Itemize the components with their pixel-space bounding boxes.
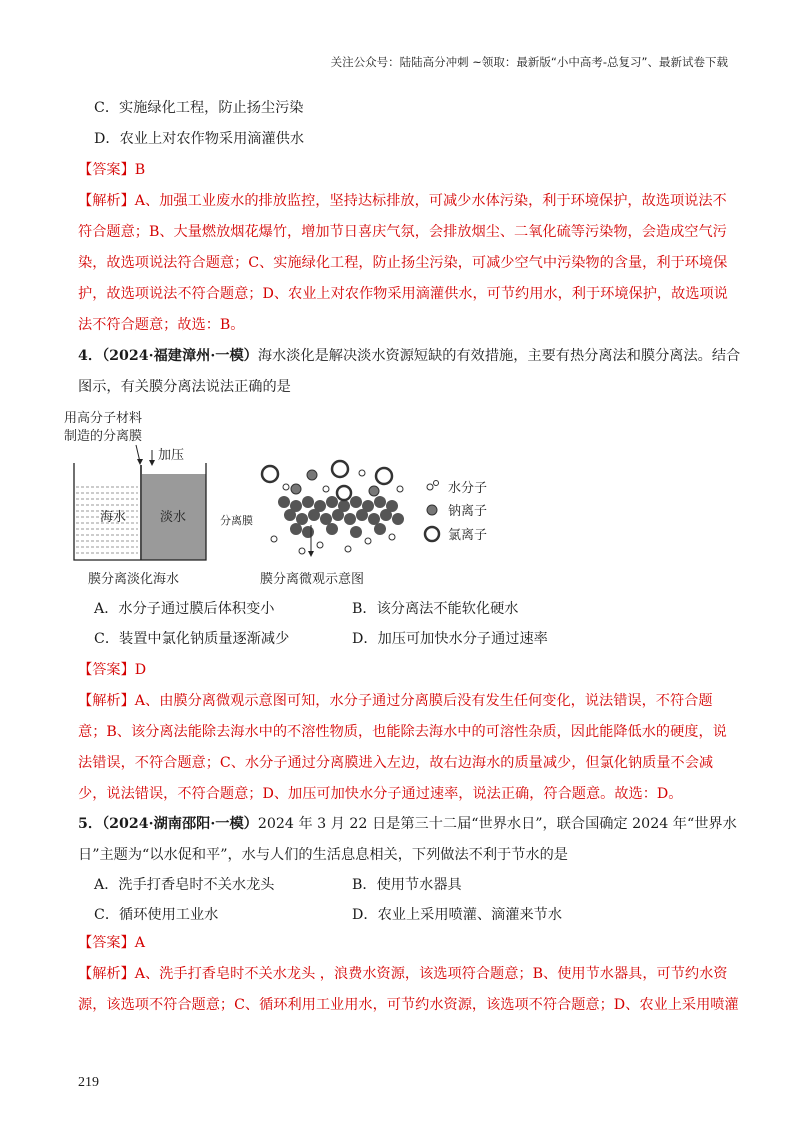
analysis-line: 符合题意；B、大量燃放烟花爆竹，增加节日喜庆气氛，会排放烟尘、二氧化硫等污染物，会造成空气污	[78, 224, 727, 240]
option-c: C．装置中氯化钠质量逐渐减少	[94, 631, 290, 647]
legend-chloride: 氯离子	[448, 528, 488, 543]
option-d: D．农业上对农作物采用滴灌供水	[94, 131, 305, 147]
page-number: 219	[78, 1075, 99, 1090]
answer-value: A	[134, 935, 146, 951]
legend-water: 水分子	[448, 481, 488, 496]
question-source: （2024·湖南邵阳·一模）	[102, 816, 258, 832]
label-pressure: 加压	[158, 448, 185, 463]
question-4-stem: 4．（2024·福建漳州·一模）海水淡化是解决淡水资源短缺的有效措施，主要有热分离法和膜分离法。结合 图示，有关膜分离法说法正确的是	[78, 348, 741, 395]
answer-label: 【答案】	[78, 662, 135, 678]
option-b: B．使用节水器具	[352, 877, 462, 893]
legend-sodium: 钠离子	[448, 504, 488, 519]
answer-label: 【答案】	[78, 162, 135, 178]
analysis-line: 护，故选项说法不符合题意；D、农业上对农作物采用滴灌供水，可节约用水，利于环境保护，故选项说	[78, 286, 728, 302]
question-4-options	[94, 594, 734, 654]
analysis-line: 法不符合题意；故选：B。	[78, 317, 245, 333]
label-material-2: 制造的分离膜	[64, 429, 143, 444]
question-number: 4．	[78, 348, 103, 364]
question-5-options	[94, 870, 734, 930]
option-c: C．循环使用工业水	[94, 907, 219, 923]
flow-arrow-head	[308, 551, 314, 557]
option-b: B．该分离法不能软化硬水	[352, 601, 519, 617]
prev-question	[78, 93, 728, 341]
label-membrane: 分离膜	[220, 514, 253, 527]
analysis-label: 【解析】	[78, 693, 135, 709]
caption-right: 膜分离微观示意图	[260, 572, 365, 585]
option-c: C．实施绿化工程，防止扬尘污染	[94, 100, 304, 116]
option-d: D．农业上采用喷灌、滴灌来节水	[352, 907, 563, 923]
caption-left: 膜分离淡化海水	[88, 572, 180, 585]
label-seawater: 海水	[100, 510, 127, 525]
answer-line	[78, 928, 728, 959]
analysis-label: 【解析】	[78, 966, 135, 982]
legend-sodium-icon	[427, 505, 437, 515]
analysis-line: 法错误，不符合题意；C、水分子通过分离膜进入左边，故右边海水的质量减少，但氯化钠质量不会减	[78, 755, 714, 771]
analysis-line: 少，说法错误，不符合题意；D、加压可加快水分子通过速率，说法正确，符合题意。故选：D。	[78, 786, 683, 802]
legend-water-icon	[427, 481, 439, 491]
analysis-line: 【解析】A、洗手打香皂时不关水龙头 ，浪费水资源，该选项符合题意；B、使用节水器具，可节约水资	[78, 966, 728, 982]
legend	[425, 480, 487, 543]
membrane-pointer-arrow	[137, 459, 143, 465]
question-source: （2024·福建漳州·一模）	[102, 348, 258, 364]
question-4-answer	[78, 655, 728, 810]
analysis-line: 【解析】A、加强工业废水的排放监控，坚持达标排放，可减少水体污染，利于环境保护，故选项说法不	[78, 193, 727, 209]
membrane-particles	[278, 496, 404, 538]
question-5-answer	[78, 928, 739, 1021]
membrane-separation-figure	[64, 405, 524, 585]
label-freshwater: 淡水	[160, 510, 187, 525]
analysis-line: 【解析】A、由膜分离微观示意图可知，水分子通过分离膜后没有发生任何变化，说法错误，不符合题	[78, 693, 713, 709]
legend-chloride-icon	[425, 527, 439, 541]
answer-line	[78, 655, 728, 686]
label-material-1: 用高分子材料	[64, 411, 143, 426]
analysis-line: 源，该选项不符合题意；C、循环利用工业用水，可节约水资源，该选项不符合题意；D、农业上采用喷灌	[78, 997, 739, 1013]
answer-value: D	[134, 662, 147, 678]
analysis-line: 染，故选项说法符合题意；C、实施绿化工程，防止扬尘污染，可减少空气中污染物的含量，利于环境保	[78, 255, 728, 271]
micro-diagram	[220, 461, 404, 557]
analysis-label: 【解析】	[78, 193, 135, 209]
pressure-arrow-head	[149, 460, 155, 466]
question-number: 5．	[78, 816, 103, 832]
page-header: 关注公众号：陆陆高分冲刺 ~领取：最新版“小中高考-总复习”、最新试卷下载	[330, 55, 728, 69]
answer-label: 【答案】	[78, 935, 135, 951]
analysis-line: 意；B、该分离法能除去海水中的不溶性物质，也能除去海水中的可溶性杂质，因此能降低水的硬度，说	[78, 724, 727, 740]
question-5-stem: 5．（2024·湖南邵阳·一模）2024 年 3 月 22 日是第三十二届“世界水日”，联合国确定 2024 年“世界水 日”主题为“以水促和平”，水与人们的生活息息相关，下列做法不利于节水的是	[78, 816, 737, 863]
option-a: A．水分子通过膜后体积变小	[94, 601, 275, 617]
option-d: D．加压可加快水分子通过速率	[352, 631, 548, 647]
answer-value: B	[134, 162, 146, 178]
answer-line	[78, 155, 728, 186]
option-a: A．洗手打香皂时不关水龙头	[94, 877, 275, 893]
